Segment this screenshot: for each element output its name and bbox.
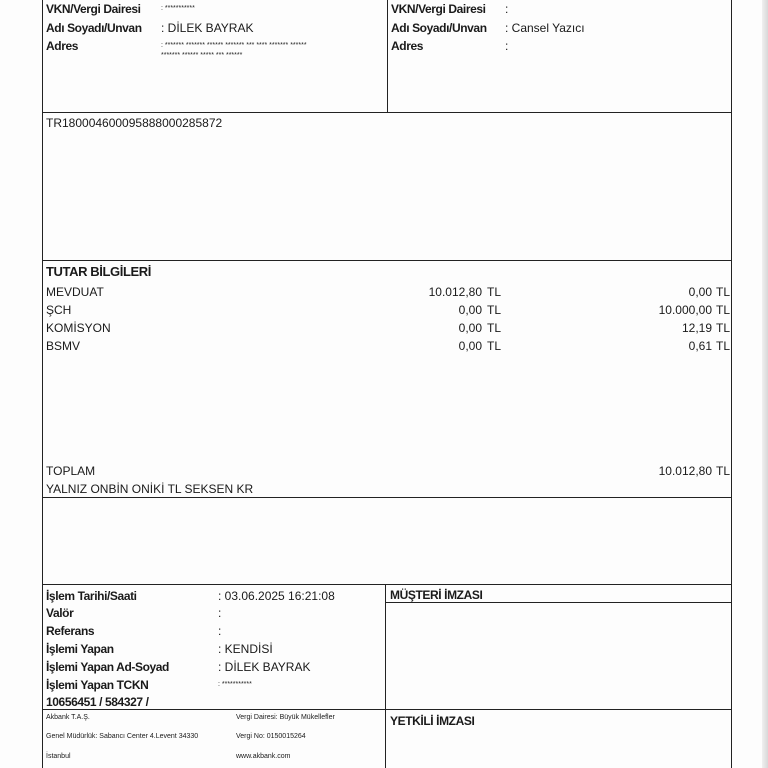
amount-row-label: KOMİSYON	[46, 321, 111, 335]
footer-tax-office: Vergi Dairesi: Büyük Mükellefler	[236, 714, 335, 721]
sender-name-value: : DİLEK BAYRAK	[161, 21, 254, 35]
valor-value: :	[218, 606, 222, 620]
footer-city: İstanbul	[46, 753, 71, 760]
document-number: 10656451 / 584327 /	[46, 695, 149, 709]
valor-label: Valör	[46, 606, 74, 620]
amount-row-col2: 12,19	[681, 321, 712, 335]
amount-row-cur2: TL	[716, 339, 731, 353]
receiver-name-label: Adı Soyadı/Unvan	[391, 21, 487, 35]
amount-row-col2: 10.000,00	[658, 303, 712, 317]
footer-hq: Genel Müdürlük: Sabancı Center 4.Levent 34330	[46, 733, 199, 740]
customer-signature-label: MÜŞTERİ İMZASI	[390, 588, 483, 602]
iban-bottom-rule	[42, 260, 732, 261]
transaction-footer-rule	[42, 709, 732, 710]
amount-row-cur1: TL	[487, 339, 502, 353]
amount-row-cur2: TL	[716, 321, 731, 335]
sender-address-label: Adres	[46, 39, 79, 53]
performed-by-tckn-label: İşlemi Yapan TCKN	[46, 678, 149, 692]
receiver-name-value: : Cansel Yazıcı	[505, 21, 585, 35]
sender-vkn-value: : ***********	[161, 5, 195, 12]
amount-row-col2: 0,00	[688, 285, 712, 299]
paper-edge-shadow	[762, 0, 768, 768]
iban: TR180004600095888000285872	[46, 116, 223, 130]
footer-company: Akbank T.A.Ş.	[46, 714, 90, 721]
amount-row-col1: 0,00	[458, 303, 482, 317]
amounts-title: TUTAR BİLGİLERİ	[46, 264, 151, 279]
total-value: 10.012,80	[658, 464, 712, 478]
amount-row-col1: 0,00	[458, 321, 482, 335]
footer-tax-no: Vergi No: 0150015264	[236, 733, 306, 740]
amounts-bottom-rule	[42, 497, 732, 498]
receiver-address-label: Adres	[391, 39, 424, 53]
amount-row-label: ŞCH	[46, 303, 72, 317]
sender-address-line2: ******* ****** ***** *** ******	[161, 52, 243, 59]
receiver-vkn-label: VKN/Vergi Dairesi	[391, 2, 486, 16]
amount-row-label: MEVDUAT	[46, 285, 104, 299]
performed-by-tckn-value: : ***********	[218, 681, 252, 688]
performed-by-label: İşlemi Yapan	[46, 642, 114, 656]
transaction-date-label: İşlem Tarihi/Saati	[46, 589, 137, 603]
amount-row-cur1: TL	[487, 303, 502, 317]
amount-row-cur1: TL	[487, 285, 502, 299]
amount-row-col1: 0,00	[458, 339, 482, 353]
receiver-vkn-value: :	[505, 2, 509, 16]
footer-web: www.akbank.com	[236, 753, 291, 760]
amount-row-col2: 0,61	[688, 339, 712, 353]
sender-address-line1: : ******* ******* ****** ******* *** **** ******* ******	[161, 42, 307, 49]
signature-divider	[385, 584, 386, 768]
transaction-top-rule	[42, 584, 732, 585]
right-border	[731, 0, 732, 768]
total-label: TOPLAM	[46, 464, 96, 478]
amount-row-col1: 10.012,80	[428, 285, 482, 299]
performed-by-value: : KENDİSİ	[218, 642, 273, 656]
party-divider	[387, 0, 388, 112]
transaction-date-value: : 03.06.2025 16:21:08	[218, 589, 335, 603]
receiver-address-value: :	[505, 39, 509, 53]
amount-row-label: BSMV	[46, 339, 81, 353]
total-in-words: YALNIZ ONBİN ONİKİ TL SEKSEN KR	[46, 482, 254, 496]
sender-name-label: Adı Soyadı/Unvan	[46, 21, 142, 35]
performed-by-name-value: : DİLEK BAYRAK	[218, 660, 311, 674]
customer-signature-rule	[385, 602, 732, 603]
amount-row-cur2: TL	[716, 285, 731, 299]
amount-row-cur1: TL	[487, 321, 502, 335]
total-currency: TL	[716, 464, 731, 478]
party-bottom-rule	[42, 112, 732, 113]
performed-by-name-label: İşlemi Yapan Ad-Soyad	[46, 660, 169, 674]
reference-label: Referans	[46, 624, 95, 638]
authorized-signature-label: YETKİLİ İMZASI	[390, 714, 475, 728]
left-border	[42, 0, 43, 768]
amount-row-cur2: TL	[716, 303, 731, 317]
reference-value: :	[218, 624, 222, 638]
sender-vkn-label: VKN/Vergi Dairesi	[46, 2, 141, 16]
